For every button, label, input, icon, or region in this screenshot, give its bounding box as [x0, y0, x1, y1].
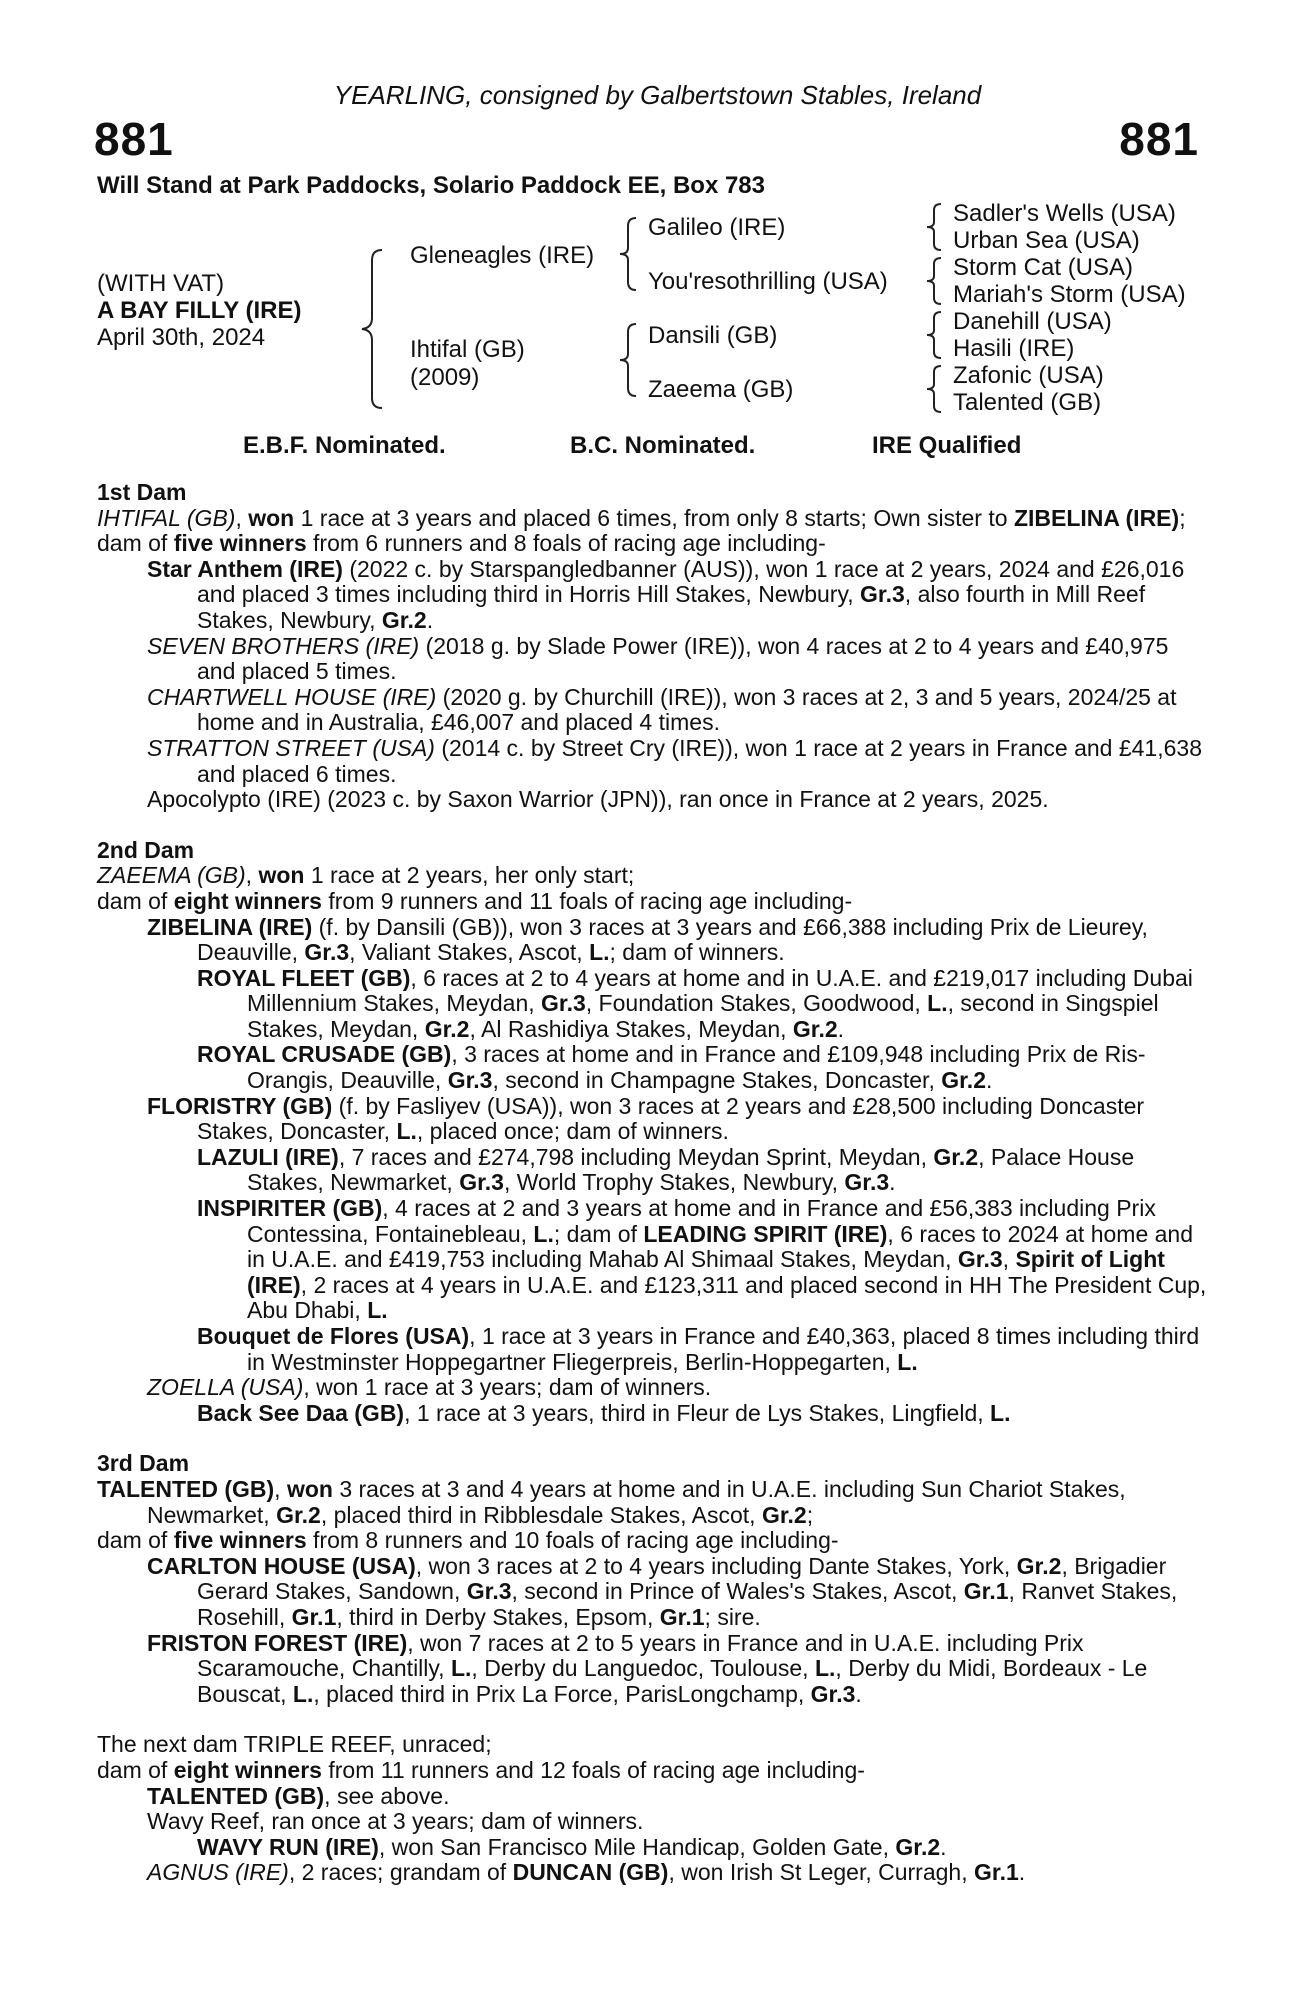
lot-number-right: 881 [1119, 113, 1199, 165]
great-grandparent-7: Zafonic (USA) [953, 362, 1104, 389]
produce-zibelina: ZIBELINA (IRE) (f. by Dansili (GB)), won 3 races at 3 years and £66,388 including Prix de Lieurey, Deauville, Gr.3, Valiant Stakes, Ascot, L.; dam of winners. [147, 913, 1148, 966]
third-dam-heading: 3rd Dam [97, 1450, 190, 1477]
great-grandparent-3: Storm Cat (USA) [953, 254, 1134, 281]
great-grandparent-4: Mariah's Storm (USA) [953, 281, 1186, 308]
stand-location: Will Stand at Park Paddocks, Solario Paddock EE, Box 783 [97, 172, 766, 199]
next-dam-record: The next dam TRIPLE REEF, unraced; [97, 1731, 492, 1758]
produce-inspiriter: INSPIRITER (GB), 4 races at 2 and 3 years at home and in France and £56,383 including Prix Contessina, Fontainebleau, L.; dam of LEADING SPIRIT (IRE), 6 races to 2024 at home and in U.A.E. and £419,753 including Mahab Al Shimaal Stakes, Meydan, Gr.3, Spirit of Light (IRE), 2 races at 4 years in U.A.E. and £123,311 and placed second in HH The President Cup, Abu Dhabi, L. [197, 1195, 1207, 1324]
ire-qualified: IRE Qualified [872, 432, 1022, 459]
produce-stratton-street: STRATTON STREET (USA) (2014 c. by Street Cry (IRE)), won 1 race at 2 years in France and £41,638 and placed 6 times. [147, 734, 1202, 787]
dam-dam-name: Zaeema (GB) [648, 376, 794, 403]
foaling-date: April 30th, 2024 [97, 324, 266, 351]
produce-floristry: FLORISTRY (GB) (f. by Fasliyev (USA)), won 3 races at 2 years and £28,500 including Doncaster Stakes, Doncaster, L., placed once; dam of winners. [147, 1092, 1145, 1145]
first-dam-record: IHTIFAL (GB), won 1 race at 3 years and placed 6 times, from only 8 starts; Own sister to ZIBELINA (IRE); [97, 504, 1186, 531]
gg-brace-1-icon [925, 202, 945, 252]
produce-wavy-run: WAVY RUN (IRE), won San Francisco Mile Handicap, Golden Gate, Gr.2. [197, 1833, 947, 1860]
sire-sire-name: Galileo (IRE) [648, 214, 786, 241]
great-grandparent-6: Hasili (IRE) [953, 335, 1075, 362]
great-grandparent-5: Danehill (USA) [953, 308, 1112, 335]
second-dam-record: ZAEEMA (GB), won 1 race at 2 years, her only start; [97, 862, 635, 889]
second-dam-produce-summary: dam of eight winners from 9 runners and 11 foals of racing age including- [97, 887, 853, 914]
dam-brace-icon [618, 322, 642, 398]
produce-chartwell-house: CHARTWELL HOUSE (IRE) (2020 g. by Churchill (IRE)), won 3 races at 2, 3 and 5 years, 2024/25 at home and in Australia, £46,007 and placed 4 times. [147, 683, 1177, 736]
produce-bouquet-de-flores: Bouquet de Flores (USA), 1 race at 3 years in France and £40,363, placed 8 times including third in Westminster Hoppegartner Fliegerpreis, Berlin-Hoppegarten, L. [197, 1323, 1200, 1375]
produce-royal-crusade: ROYAL CRUSADE (GB), 3 races at home and in France and £109,948 including Prix de Ris-Orangis, Deauville, Gr.3, second in Champagne Stakes, Doncaster, Gr.2. [197, 1041, 1146, 1094]
vat-note: (WITH VAT) [97, 270, 225, 297]
gg-brace-2-icon [925, 256, 945, 306]
dam-year: (2009) [410, 364, 480, 391]
bc-nomination: B.C. Nominated. [570, 432, 756, 459]
dam-sire-name: Dansili (GB) [648, 322, 778, 349]
produce-wavy-reef: Wavy Reef, ran once at 3 years; dam of winners. [147, 1808, 644, 1835]
produce-carlton-house: CARLTON HOUSE (USA), won 3 races at 2 to 4 years including Dante Stakes, York, Gr.2, Brigadier Gerard Stakes, Sandown, Gr.3, second in Prince of Wales's Stakes, Ascot, Gr.1, Ranvet Stakes, Rosehill, Gr.1, third in Derby Stakes, Epsom, Gr.1; sire. [147, 1552, 1178, 1630]
ebf-nomination: E.B.F. Nominated. [243, 432, 446, 459]
sire-name: Gleneagles (IRE) [410, 242, 595, 269]
consignment-subtitle: YEARLING, consigned by Galbertstown Stables, Ireland [333, 80, 982, 110]
sire-brace-icon [618, 216, 642, 292]
produce-agnus: AGNUS (IRE), 2 races; grandam of DUNCAN (GB), won Irish St Leger, Curragh, Gr.1. [147, 1859, 1026, 1886]
third-dam-record: TALENTED (GB), won 3 races at 3 and 4 years at home and in U.A.E. including Sun Chariot Stakes, Newmarket, Gr.2, placed third in Ribblesdale Stakes, Ascot, Gr.2; [97, 1475, 1126, 1528]
produce-back-see-daa: Back See Daa (GB), 1 race at 3 years, third in Fleur de Lys Stakes, Lingfield, L. [197, 1399, 1011, 1426]
main-brace-icon [360, 248, 390, 410]
next-dam-produce-summary: dam of eight winners from 11 runners and 12 foals of racing age including- [97, 1756, 865, 1783]
produce-seven-brothers: SEVEN BROTHERS (IRE) (2018 g. by Slade Power (IRE)), won 4 races at 2 to 4 years and £40,975 and placed 5 times. [147, 632, 1169, 685]
produce-apocolypto: Apocolypto (IRE) (2023 c. by Saxon Warrior (JPN)), ran once in France at 2 years, 2025. [147, 786, 1049, 813]
great-grandparent-2: Urban Sea (USA) [953, 227, 1140, 254]
great-grandparent-1: Sadler's Wells (USA) [953, 200, 1176, 227]
third-dam-produce-summary: dam of five winners from 8 runners and 10 foals of racing age including- [97, 1527, 839, 1554]
second-dam-heading: 2nd Dam [97, 836, 195, 863]
sire-dam-name: You'resothrilling (USA) [648, 268, 888, 295]
dam-name: Ihtifal (GB) [410, 336, 525, 363]
produce-friston-forest: FRISTON FOREST (IRE), won 7 races at 2 to 5 years in France and in U.A.E. including Prix Scaramouche, Chantilly, L., Derby du Languedoc, Toulouse, L., Derby du Midi, Bordeaux - Le Bouscat, L., placed third in Prix La Force, ParisLongchamp, Gr.3. [147, 1629, 1148, 1707]
gg-brace-3-icon [925, 310, 945, 360]
first-dam-heading: 1st Dam [97, 479, 187, 505]
great-grandparent-8: Talented (GB) [953, 389, 1102, 416]
produce-lazuli: LAZULI (IRE), 7 races and £274,798 including Meydan Sprint, Meydan, Gr.2, Palace House Stakes, Newmarket, Gr.3, World Trophy Stakes, Newbury, Gr.3. [197, 1143, 1135, 1196]
lot-number-left: 881 [94, 113, 174, 165]
produce-star-anthem: Star Anthem (IRE) (2022 c. by Starspangledbanner (AUS)), won 1 race at 2 years, 2024 and £26,016 and placed 3 times including third in Horris Hill Stakes, Newbury, Gr.3, also fourth in Mill Reef Stakes, Newbury, Gr.2. [147, 555, 1185, 633]
catalogue-body [97, 480, 1207, 1886]
produce-talented: TALENTED (GB), see above. [147, 1782, 450, 1809]
horse-name: A BAY FILLY (IRE) [97, 297, 302, 324]
first-dam-produce-summary: dam of five winners from 6 runners and 8 foals of racing age including- [97, 530, 826, 557]
produce-royal-fleet: ROYAL FLEET (GB), 6 races at 2 to 4 years at home and in U.A.E. and £219,017 including Dubai Millennium Stakes, Meydan, Gr.3, Foundation Stakes, Goodwood, L., second in Singspiel Stakes, Meydan, Gr.2, Al Rashidiya Stakes, Meydan, Gr.2. [197, 964, 1193, 1042]
gg-brace-4-icon [925, 364, 945, 414]
produce-zoella: ZOELLA (USA), won 1 race at 3 years; dam of winners. [147, 1374, 712, 1401]
